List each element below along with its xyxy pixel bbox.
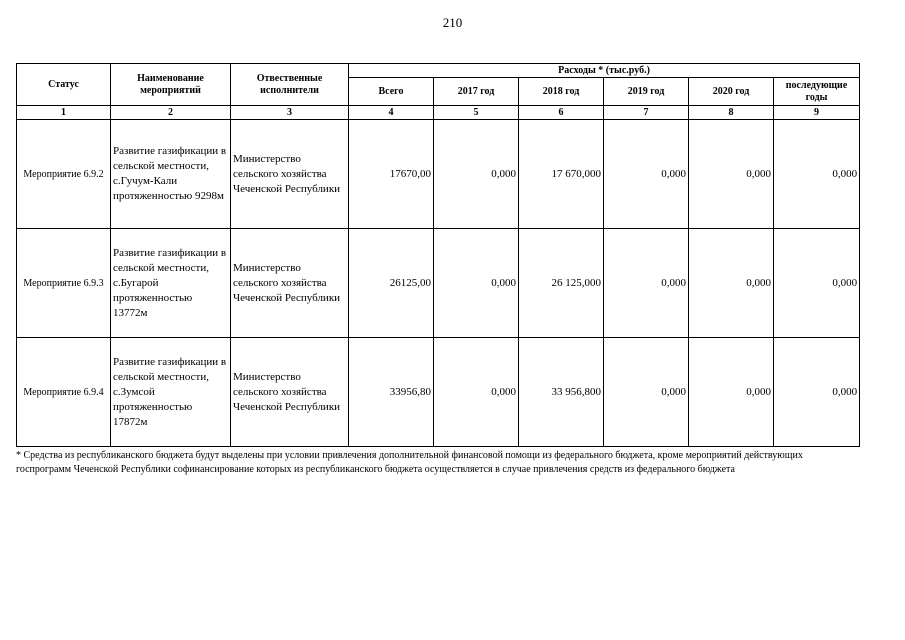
- row-event-name: Развитие газификации в сельской местности, с.Бугарой протяженностью 13772м: [111, 229, 231, 338]
- table-row: [17, 229, 860, 338]
- row-2020: 0,000: [689, 338, 774, 447]
- header-later-years: последующие годы: [774, 78, 860, 106]
- page-number: 210: [442, 15, 463, 30]
- row-status: Мероприятие 6.9.4: [17, 338, 111, 447]
- row-executor: Министерство сельского хозяйства Чеченской Республики: [231, 229, 349, 338]
- row-later-years: 0,000: [774, 120, 860, 229]
- header-2018: 2018 год: [519, 78, 604, 106]
- row-executor: Министерство сельского хозяйства Чеченской Республики: [231, 120, 349, 229]
- row-2017: 0,000: [434, 338, 519, 447]
- column-number: 8: [689, 106, 774, 120]
- row-status: Мероприятие 6.9.3: [17, 229, 111, 338]
- row-total: 17670,00: [349, 120, 434, 229]
- table-row: [17, 338, 860, 447]
- expenses-table: [16, 63, 860, 447]
- column-number: 6: [519, 106, 604, 120]
- row-2018: 33 956,800: [519, 338, 604, 447]
- header-status: Статус: [17, 64, 111, 106]
- row-2018: 17 670,000: [519, 120, 604, 229]
- row-event-name: Развитие газификации в сельской местности, с.Гучум-Кали протяженностью 9298м: [111, 120, 231, 229]
- column-number: 3: [231, 106, 349, 120]
- row-status: Мероприятие 6.9.2: [17, 120, 111, 229]
- row-event-name: Развитие газификации в сельской местности, с.Зумсой протяженностью 17872м: [111, 338, 231, 447]
- row-executor: Министерство сельского хозяйства Чеченской Республики: [231, 338, 349, 447]
- header-2017: 2017 год: [434, 78, 519, 106]
- header-executors: Отвественные исполнители: [231, 64, 349, 106]
- row-2019: 0,000: [604, 120, 689, 229]
- row-2017: 0,000: [434, 229, 519, 338]
- row-2017: 0,000: [434, 120, 519, 229]
- column-number: 5: [434, 106, 519, 120]
- row-later-years: 0,000: [774, 229, 860, 338]
- table-row: [17, 120, 860, 229]
- column-number: 1: [17, 106, 111, 120]
- header-event-name: Наименование мероприятий: [111, 64, 231, 106]
- row-2019: 0,000: [604, 338, 689, 447]
- row-total: 26125,00: [349, 229, 434, 338]
- row-2020: 0,000: [689, 120, 774, 229]
- row-2019: 0,000: [604, 229, 689, 338]
- row-2020: 0,000: [689, 229, 774, 338]
- header-2019: 2019 год: [604, 78, 689, 106]
- header-2020: 2020 год: [689, 78, 774, 106]
- column-number: 9: [774, 106, 860, 120]
- row-total: 33956,80: [349, 338, 434, 447]
- column-number: 4: [349, 106, 434, 120]
- row-2018: 26 125,000: [519, 229, 604, 338]
- column-number: 2: [111, 106, 231, 120]
- row-later-years: 0,000: [774, 338, 860, 447]
- footnote: * Средства из республиканского бюджета будут выделены при условии привлечения дополнительной финансовой помощи из федерального бюджета, кроме мероприятий действующих госпрограмм Чеченской Республики софинансирование которых из республиканского бюджета осуществляется в случае привлечения средств из федерального бюджета: [16, 450, 803, 475]
- column-number-row: [17, 106, 860, 120]
- header-expenses: Расходы * (тыс.руб.): [349, 64, 860, 78]
- column-number: 7: [604, 106, 689, 120]
- header-total: Всего: [349, 78, 434, 106]
